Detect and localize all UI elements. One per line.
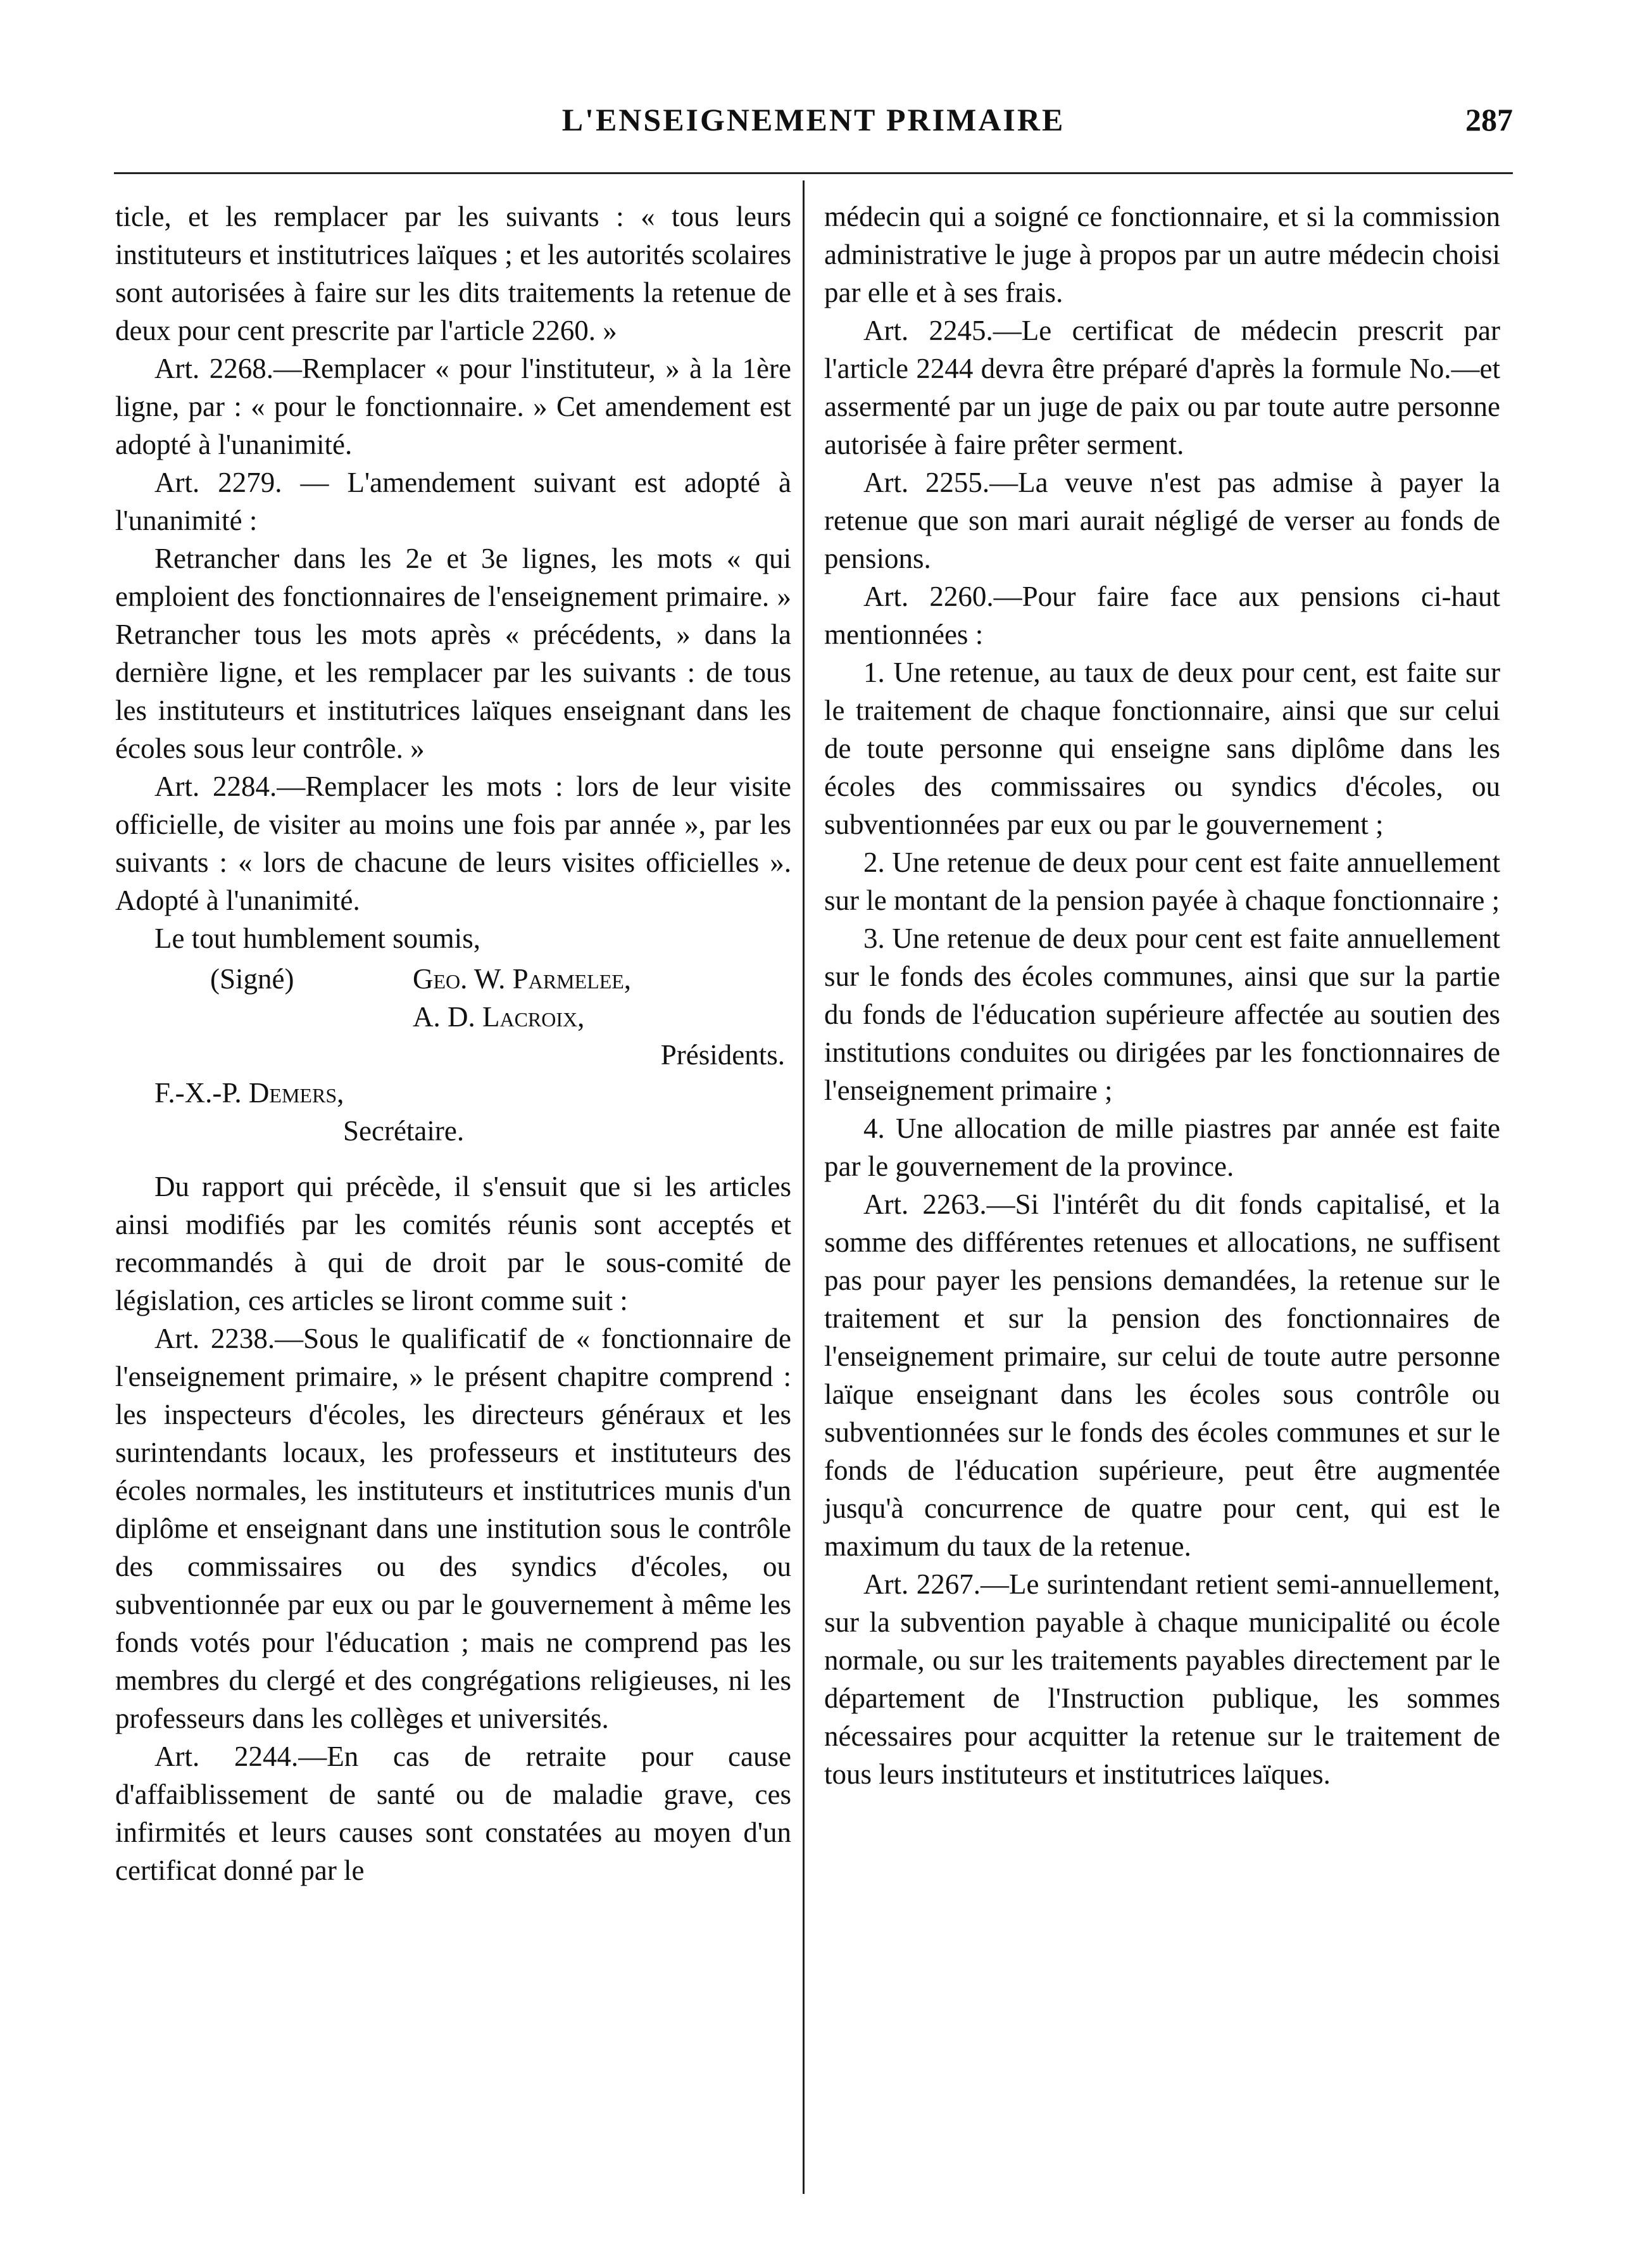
signatory-name: Geo. W. Parmelee, [413,963,632,995]
running-title: L'ENSEIGNEMENT PRIMAIRE [561,102,1065,137]
paragraph: 3. Une retenue de deux pour cent est faite annuellement sur le fonds des écoles communes, ainsi que sur la partie du fonds de l'éducation supérieure affectée au soutien des institutions conduites ou dirigées par les fonctionnaires de l'enseignement primaire ; [824,923,1500,1106]
signature-block [115,960,791,1150]
paragraph: Du rapport qui précède, il s'ensuit que si les articles ainsi modifiés par les comités réunis sont acceptés et recommandés à qui de droit par le sous-comité de législation, ces articles se liront comme suit : [115,1171,791,1316]
paragraph: Art. 2244.—En cas de retraite pour cause d'affaiblissement de santé ou de maladie grave, ces infirmités et leurs causes sont constatées au moyen d'un certificat donné par le [115,1741,791,1886]
paragraph: Art. 2255.—La veuve n'est pas admise à payer la retenue que son mari aurait négligé de verser au fonds de pensions. [824,467,1500,574]
paragraph: 1. Une retenue, au taux de deux pour cent, est faite sur le traitement de chaque fonctionnaire, ainsi que sur celui de toute personne qui enseigne sans diplôme dans les écoles des commissaires ou syndics d'écoles, ou subventionnées par eux ou par le gouvernement ; [824,657,1500,840]
paragraph: Art. 2263.—Si l'intérêt du dit fonds capitalisé, et la somme des différentes retenues et allocations, ne suffisent pas pour payer les pensions demandées, la retenue sur le traitement et sur la pension des fonctionnaires de l'enseignement primaire, sur celui de toute autre personne laïque enseignant dans les écoles sous contrôle ou subventionnées sur le fonds des écoles communes et sur le fonds de l'éducation supérieure, peut être augmentée jusqu'à concurrence de quatre pour cent, qui est le maximum du taux de la retenue. [824,1188,1500,1562]
paragraph: Art. 2245.—Le certificat de médecin prescrit par l'article 2244 devra être préparé d'après la formule No.—et assermenté par un juge de paix ou par toute autre personne autorisée à faire prêter serment. [824,315,1500,460]
header-rule [114,172,1513,174]
paragraph: Le tout humblement soumis, [154,923,480,954]
paragraph: Art. 2279. — L'amendement suivant est adopté à l'unanimité : [115,467,791,536]
page-number: 287 [1465,102,1513,137]
paragraph: Art. 2268.—Remplacer « pour l'instituteur, » à la 1ère ligne, par : « pour le fonctionnaire. » Cet amendement est adopté à l'unanimité. [115,353,791,460]
paragraph: médecin qui a soigné ce fonctionnaire, et si la commission administrative le juge à propos par un autre médecin choisi par elle et à ses frais. [824,201,1500,308]
secretary-title: Secrétaire. [343,1115,465,1147]
paragraph: Retrancher dans les 2e et 3e lignes, les mots « qui emploient des fonctionnaires de l'enseignement primaire. » Retrancher tous les mots après « précédents, » dans la dernière ligne, et les remplacer par les suivants : de tous les instituteurs et institutrices laïques enseignant dans les écoles sous leur contrôle. » [115,543,791,764]
column-divider [803,180,805,2194]
left-column [115,198,791,1889]
signature-label: (Signé) [210,963,294,995]
page-header [114,95,1513,152]
paragraph: ticle, et les remplacer par les suivants : « tous leurs instituteurs et institutrices laïques ; et les autorités scolaires sont autorisées à faire sur les dits traitements la retenue de deux pour cent prescrite par l'article 2260. » [115,201,791,346]
secretary-name: F.-X.-P. Demers, [154,1077,344,1109]
paragraph: 2. Une retenue de deux pour cent est faite annuellement sur le montant de la pension payée à chaque fonctionnaire ; [824,847,1500,916]
right-column [824,198,1500,1793]
signatory-title: Présidents. [660,1039,785,1071]
paragraph: Art. 2238.—Sous le qualificatif de « fonctionnaire de l'enseignement primaire, » le présent chapitre comprend : les inspecteurs d'écoles, les directeurs généraux et les surintendants locaux, les professeurs et instituteurs des écoles normales, les instituteurs et institutrices munis d'un diplôme et enseignant dans une institution sous le contrôle des commissaires ou des syndics d'écoles, ou subventionnée par eux ou par le gouvernement à même les fonds votés pour l'éducation ; mais ne comprend pas les membres du clergé et des congrégations religieuses, ni les professeurs dans les collèges et universités. [115,1323,791,1734]
paragraph: Art. 2267.—Le surintendant retient semi-annuellement, sur la subvention payable à chaque municipalité ou école normale, ou sur les traitements payables directement par le département de l'Instruction publique, les sommes nécessaires pour acquitter la retenue sur le traitement de tous leurs instituteurs et institutrices laïques. [824,1568,1500,1790]
paragraph: Art. 2284.—Remplacer les mots : lors de leur visite officielle, de visiter au moins une fois par année », par les suivants : « lors de chacune de leurs visites officielles ». Adopté à l'unanimité. [115,771,791,916]
paragraph: Art. 2260.—Pour faire face aux pensions ci-haut mentionnées : [824,581,1500,650]
signatory-name: A. D. Lacroix, [413,1001,585,1033]
paragraph: 4. Une allocation de mille piastres par année est faite par le gouvernement de la province. [824,1112,1500,1182]
